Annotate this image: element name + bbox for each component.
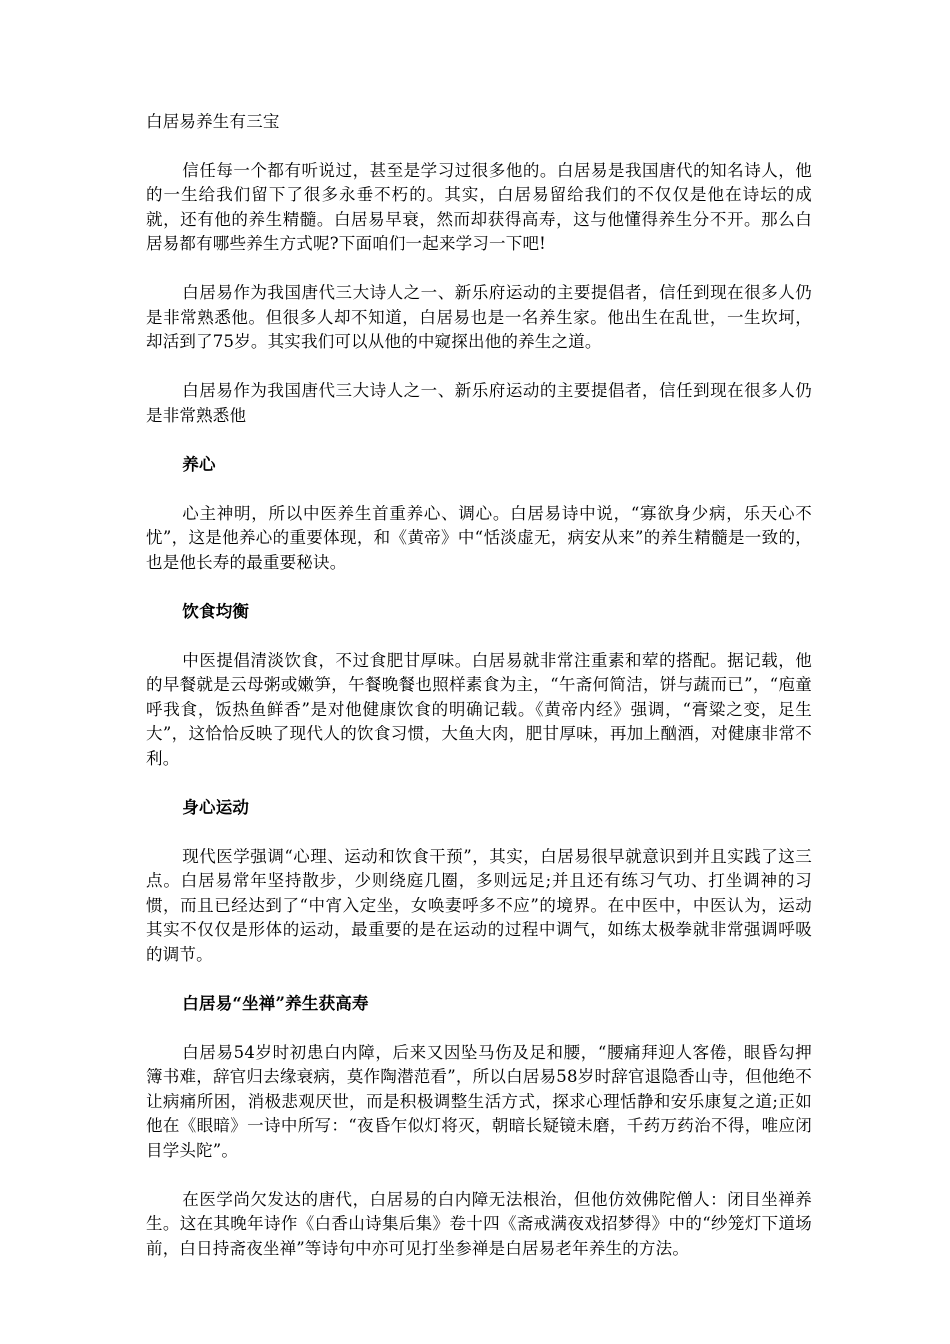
section-heading-exercise: 身心运动 [182,797,250,817]
paragraph-heart: 心主神明，所以中医养生首重养心、调心。白居易诗中说，“寡欲身少病，乐天心不忧”，这是他养心的重要体现，和《黄帝》中“恬淡虚无，病安从来”的养生精髓是一致的，也是他长寿的最重要秘诀。 [146,503,812,572]
paragraph-poet-summary: 白居易作为我国唐代三大诗人之一、新乐府运动的主要提倡者，信任到现在很多人仍是非常熟悉他 [146,381,812,425]
paragraph-exercise: 现代医学强调“心理、运动和饮食干预”，其实，白居易很早就意识到并且实践了这三点。白居易常年坚持散步，少则绕庭几圈，多则远足;并且还有练习气功、打坐调神的习惯，而且已经达到了“中宵入定坐，女唤妻呼多不应”的境界。在中医中，中医认为，运动其实不仅仅是形体的运动，最重要的是在运动的过程中调气，如练太极拳就非常强调呼吸的调节。 [146,846,812,964]
paragraph-intro: 信任每一个都有听说过，甚至是学习过很多他的。白居易是我国唐代的知名诗人，他的一生给我们留下了很多永垂不朽的。其实，白居易留给我们的不仅仅是他在诗坛的成就，还有他的养生精髓。白居易早衰，然而却获得高寿，这与他懂得养生分不开。那么白居易都有哪些养生方式呢?下面咱们一起来学习一下吧! [146,160,812,253]
paragraph-poet-background: 白居易作为我国唐代三大诗人之一、新乐府运动的主要提倡者，信任到现在很多人仍是非常熟悉他。但很多人却不知道，白居易也是一名养生家。他出生在乱世，一生坎坷，却活到了75岁。其实我们可以从他的中窥探出他的养生之道。 [146,283,812,351]
section-heading-diet: 饮食均衡 [182,601,250,621]
document-page [146,110,812,1286]
paragraph-meditation-2: 在医学尚欠发达的唐代，白居易的白内障无法根治，但他仿效佛陀僧人：闭目坐禅养生。这在其晚年诗作《白香山诗集后集》卷十四《斋戒满夜戏招梦得》中的“纱笼灯下道场前，白日持斋夜坐禅”等诗句中亦可见打坐参禅是白居易老年养生的方法。 [146,1189,812,1258]
document-title: 白居易养生有三宝 [146,112,280,131]
paragraph-meditation-1: 白居易54岁时初患白内障，后来又因坠马伤及足和腰，“腰痛拜迎人客倦，眼昏勾押簿书难，辞官归去缘衰病，莫作陶潜范看”，所以白居易58岁时辞官退隐香山寺，但他绝不让病痛所困，消极悲观厌世，而是积极调整生活方式，探求心理恬静和安乐康复之道;正如他在《眼暗》一诗中所写：“夜昏乍似灯将灭，朝暗长疑镜未磨，千药万药治不得，唯应闭目学头陀”。 [146,1042,812,1160]
section-heading-heart: 养心 [182,454,216,474]
section-heading-meditation: 白居易“坐禅”养生获高寿 [182,993,369,1013]
paragraph-diet: 中医提倡清淡饮食，不过食肥甘厚味。白居易就非常注重素和荤的搭配。据记载，他的早餐就是云母粥或嫩笋，午餐晚餐也照样素食为主，“午斋何简洁，饼与蔬而已”，“庖童呼我食，饭热鱼鲜香”是对他健康饮食的明确记载。《黄帝内经》强调，“膏粱之变，足生大”，这恰恰反映了现代人的饮食习惯，大鱼大肉，肥甘厚味，再加上酗酒，对健康非常不利。 [146,650,812,768]
